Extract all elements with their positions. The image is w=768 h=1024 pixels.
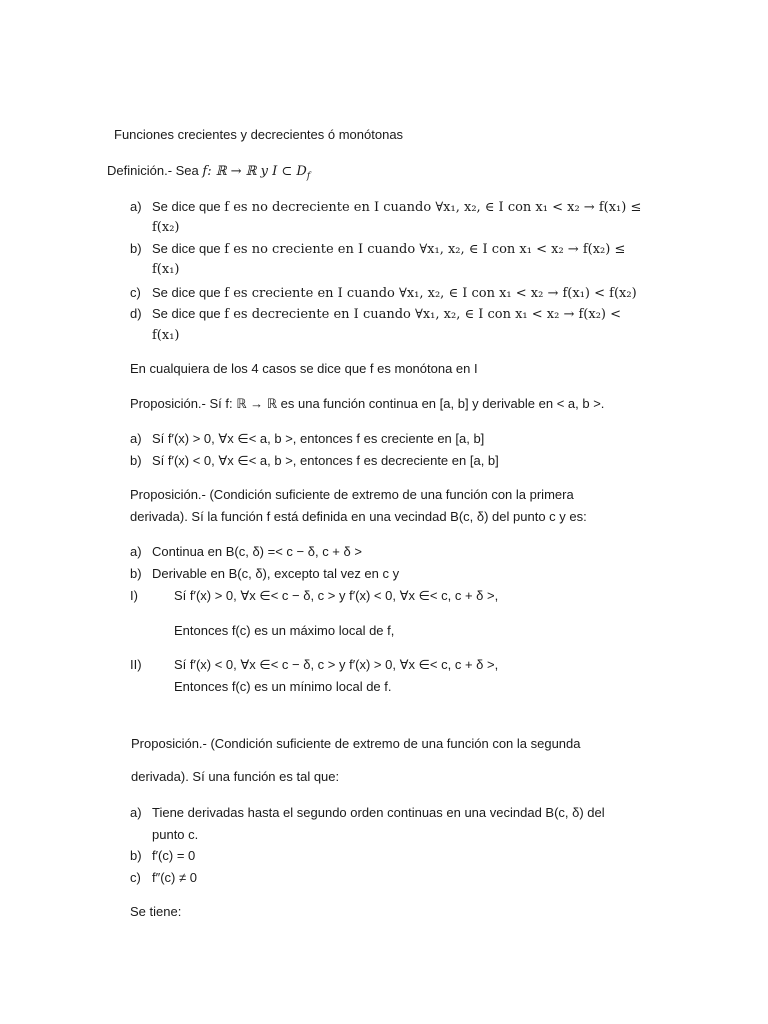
def-item-c-math: f es creciente en I cuando ∀x₁, x₂, ∈ I con x₁ < x₂ → f(x₁) < f(x₂) xyxy=(224,286,637,301)
definition-math: f: ℝ → ℝ y I ⊂ D xyxy=(202,164,307,179)
def-item-d-line1 xyxy=(152,305,621,324)
monotone-sentence: En cualquiera de los 4 casos se dice que f es monótona en I xyxy=(130,361,478,376)
def-item-c-marker: c) xyxy=(130,285,141,300)
def-item-a-line1 xyxy=(152,198,641,217)
prop2-item-a-marker: a) xyxy=(130,544,142,559)
def-item-d-marker: d) xyxy=(130,306,142,321)
prop3-item-b-marker: b) xyxy=(130,848,142,863)
document-title: Funciones crecientes y decrecientes ó monótonas xyxy=(114,127,404,142)
def-item-a-line2: f(x₂) xyxy=(152,220,180,235)
def-item-c-line1 xyxy=(152,284,637,303)
prop2-item-b-marker: b) xyxy=(130,566,142,581)
definition-label: Definición.- Sea xyxy=(107,163,203,178)
proposition-3-line2: derivada). Sí una función es tal que: xyxy=(131,769,340,784)
prop2-case1-marker: I) xyxy=(130,588,138,603)
prop3-item-b-text: f′(c) = 0 xyxy=(152,848,196,863)
def-item-d-math: f es decreciente en I cuando ∀x₁, x₂, ∈ I con x₁ < x₂ → f(x₂) < xyxy=(224,307,622,322)
def-item-c-text: Se dice que xyxy=(152,285,225,300)
prop3-item-c-text: f″(c) ≠ 0 xyxy=(152,870,197,885)
proposition-3-line1: Proposición.- (Condición suficiente de extremo de una función con la segunda xyxy=(131,736,581,751)
prop2-then-max: Entonces f(c) es un máximo local de f, xyxy=(174,623,395,638)
prop1-item-b-marker: b) xyxy=(130,453,142,468)
def-item-b-math: f es no creciente en I cuando ∀x₁, x₂, ∈ I con x₁ < x₂ → f(x₂) ≤ xyxy=(224,242,626,257)
def-item-a-math: f es no decreciente en I cuando ∀x₁, x₂, ∈ I con x₁ < x₂ → f(x₁) ≤ xyxy=(224,200,642,215)
prop3-item-c-marker: c) xyxy=(130,870,141,885)
def-item-b-line2: f(x₁) xyxy=(152,262,180,277)
prop2-item-b-text: Derivable en B(c, δ), excepto tal vez en c y xyxy=(152,566,400,581)
def-item-d-text: Se dice que xyxy=(152,306,225,321)
def-item-b-marker: b) xyxy=(130,241,142,256)
prop1-item-b-text: Sí f′(x) < 0, ∀x ∈< a, b >, entonces f es decreciente en [a, b] xyxy=(152,453,499,468)
prop1-item-a-marker: a) xyxy=(130,431,142,446)
prop2-case1-text: Sí f′(x) > 0, ∀x ∈< c − δ, c > y f′(x) < 0, ∀x ∈< c, c + δ >, xyxy=(174,588,499,603)
proposition-2-line1: Proposición.- (Condición suficiente de extremo de una función con la primera xyxy=(130,487,574,502)
prop2-then-min: Entonces f(c) es un mínimo local de f. xyxy=(174,679,392,694)
prop2-case2-text: Sí f′(x) < 0, ∀x ∈< c − δ, c > y f′(x) > 0, ∀x ∈< c, c + δ >, xyxy=(174,657,499,672)
prop3-item-a-text2: punto c. xyxy=(152,827,199,842)
proposition-1-text: Proposición.- Sí f: ℝ → ℝ es una función continua en [a, b] y derivable en < a, b >. xyxy=(130,396,605,411)
definition-heading xyxy=(107,162,310,186)
prop2-case2-marker: II) xyxy=(130,657,142,672)
closing-text: Se tiene: xyxy=(130,904,182,919)
prop3-item-a-text: Tiene derivadas hasta el segundo orden continuas en una vecindad B(c, δ) del xyxy=(152,805,605,820)
def-item-b-line1 xyxy=(152,240,625,259)
prop2-item-a-text: Continua en B(c, δ) =< c − δ, c + δ > xyxy=(152,544,362,559)
def-item-d-line2: f(x₁) xyxy=(152,328,180,343)
definition-subscript: f xyxy=(306,171,311,182)
proposition-2-line2: derivada). Sí la función f está definida en una vecindad B(c, δ) del punto c y es: xyxy=(130,509,587,524)
prop3-item-a-marker: a) xyxy=(130,805,142,820)
def-item-a-marker: a) xyxy=(130,199,142,214)
prop1-item-a-text: Sí f′(x) > 0, ∀x ∈< a, b >, entonces f es creciente en [a, b] xyxy=(152,431,485,446)
def-item-a-text: Se dice que xyxy=(152,199,225,214)
def-item-b-text: Se dice que xyxy=(152,241,225,256)
